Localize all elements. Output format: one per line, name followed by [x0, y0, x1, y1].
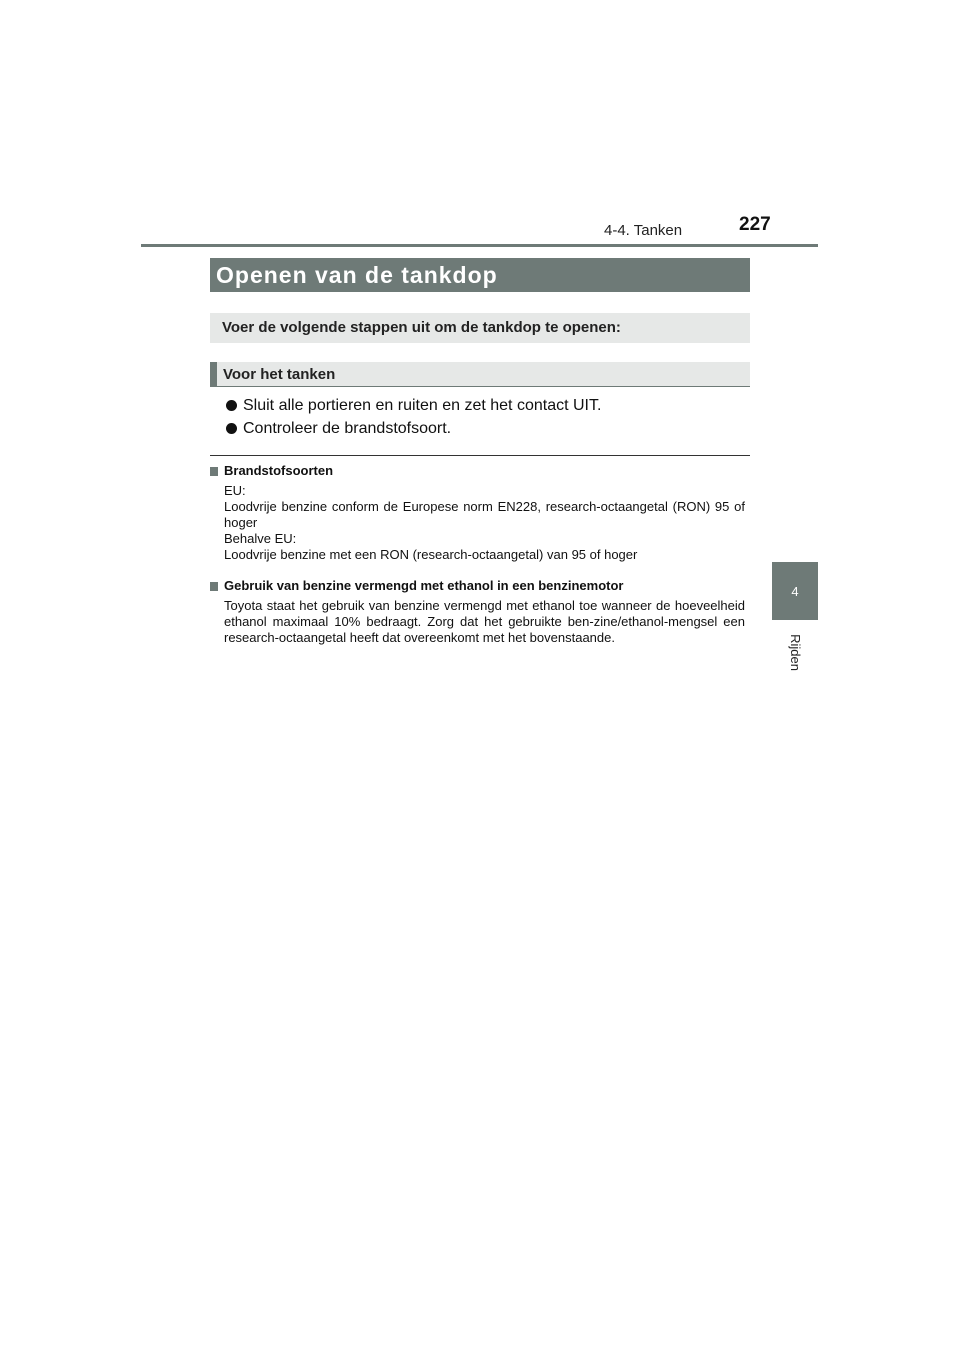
info-block-ethanol: [210, 577, 745, 646]
subsection-accent-bar: [210, 362, 217, 386]
section-title: Openen van de tankdop: [216, 262, 498, 288]
intro-box: [210, 313, 750, 343]
bullet-dot-icon: [226, 423, 237, 434]
list-item-text: Controleer de brandstofsoort.: [243, 420, 452, 437]
chapter-tab: [772, 562, 818, 620]
ethanol-text: Toyota staat het gebruik van benzine vermengd met ethanol toe wanneer de hoeveelheid ethanol maximaal 10% bedraagt. Zorg dat het gebruikte ben-zine/ethanol-mengsel een research-octaangetal heeft dat overeenkomt met het bovenstaande.: [224, 598, 745, 645]
square-bullet-icon: [210, 582, 218, 591]
list-item: [226, 394, 601, 417]
info-title: [210, 577, 745, 595]
list-item: [226, 417, 601, 440]
square-bullet-icon: [210, 467, 218, 476]
eu-text: Loodvrije benzine conform de Europese norm EN228, research-octaangetal (RON) 95 of hoger: [224, 499, 745, 530]
chapter-number: 4: [791, 583, 799, 599]
info-title-text: Brandstofsoorten: [224, 463, 334, 478]
info-block-fuel-types: [210, 462, 745, 563]
info-title-text: Gebruik van benzine vermengd met ethanol in een benzinemotor: [224, 578, 624, 593]
header-divider: [141, 244, 818, 247]
eu-label: EU:: [224, 483, 246, 498]
info-body: [224, 598, 745, 646]
non-eu-text: Loodvrije benzine met een RON (research-octaangetal) van 95 of hoger: [224, 547, 638, 562]
header-section-title: 4-4. Tanken: [604, 222, 683, 239]
info-title: [210, 462, 745, 480]
intro-text: Voer de volgende stappen uit om de tankdop te openen:: [222, 319, 621, 336]
info-body: [224, 483, 745, 563]
bullet-dot-icon: [226, 400, 237, 411]
subsection-heading-text: Voor het tanken: [223, 366, 336, 383]
content-divider: [210, 455, 750, 456]
subsection-heading: [210, 362, 750, 387]
chapter-label-container: [772, 628, 818, 676]
section-title-bar: [210, 258, 750, 292]
list-item-text: Sluit alle portieren en ruiten en zet het contact UIT.: [243, 397, 602, 414]
page-number: 227: [739, 214, 771, 235]
bullet-list: [226, 394, 601, 440]
non-eu-label: Behalve EU:: [224, 531, 297, 546]
chapter-label: Rijden: [787, 633, 803, 671]
